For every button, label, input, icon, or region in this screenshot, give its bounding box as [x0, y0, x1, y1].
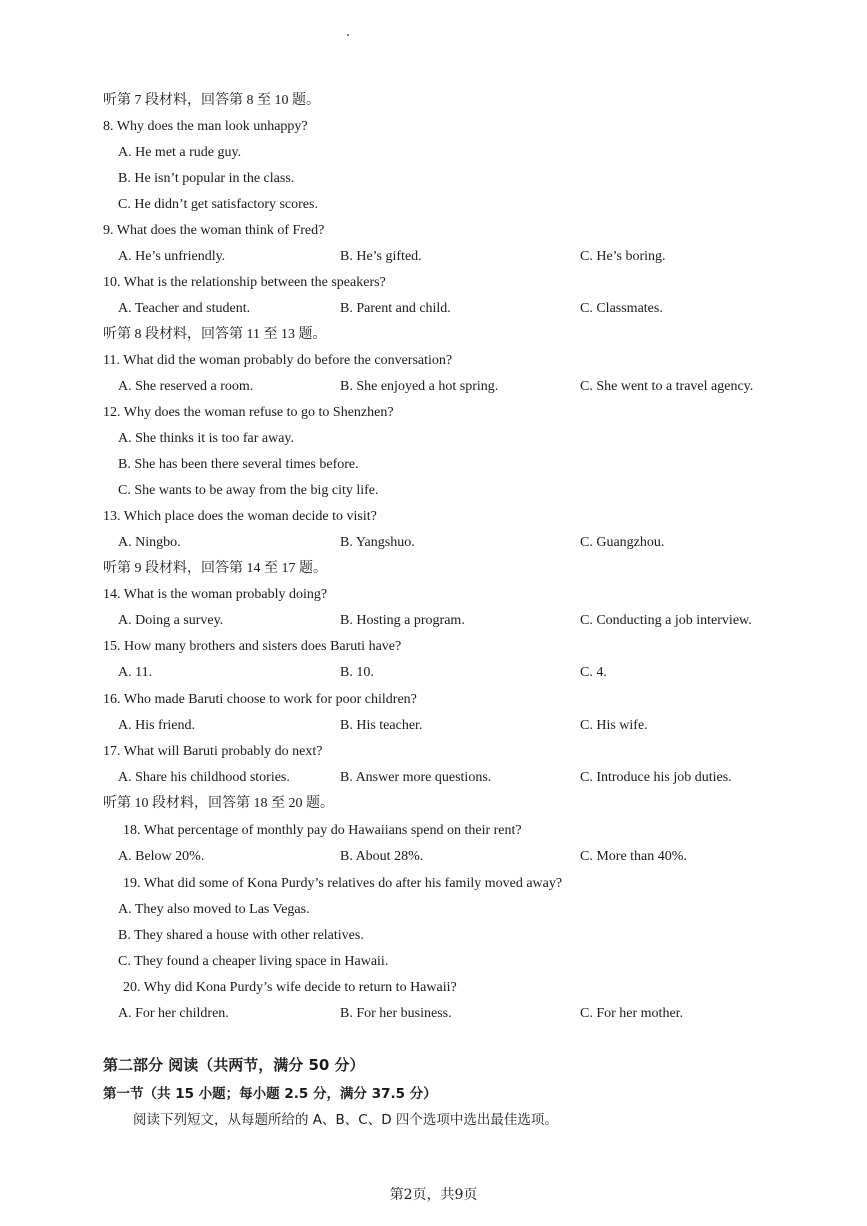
question-20: 20. Why did Kona Purdy’s wife decide to return to Hawaii? — [123, 980, 457, 995]
question-18-option-b: B. About 28%. — [340, 849, 424, 864]
question-17: 17. What will Baruti probably do next? — [103, 744, 323, 759]
question-16-option-b: B. His teacher. — [340, 718, 423, 733]
question-10-option-c: C. Classmates. — [580, 301, 663, 316]
question-16-option-c: C. His wife. — [580, 718, 648, 733]
group-instruction-10: 听第 10 段材料，回答第 18 至 20 题。 — [103, 796, 334, 811]
question-17-option-c: C. Introduce his job duties. — [580, 770, 732, 785]
question-16-option-a: A. His friend. — [118, 718, 195, 733]
question-14-option-c: C. Conducting a job interview. — [580, 613, 752, 628]
group-instruction-8: 听第 8 段材料，回答第 11 至 13 题。 — [103, 327, 327, 342]
question-8-option-b: B. He isn’t popular in the class. — [118, 171, 295, 186]
question-12-option-b: B. She has been there several times before. — [118, 457, 359, 472]
question-8: 8. Why does the man look unhappy? — [103, 119, 308, 134]
question-9: 9. What does the woman think of Fred? — [103, 223, 325, 238]
group-instruction-7: 听第 7 段材料，回答第 8 至 10 题。 — [103, 93, 320, 108]
group-instruction-9: 听第 9 段材料，回答第 14 至 17 题。 — [103, 561, 327, 576]
question-13: 13. Which place does the woman decide to visit? — [103, 509, 377, 524]
question-18: 18. What percentage of monthly pay do Hawaiians spend on their rent? — [123, 823, 522, 838]
scan-mark — [347, 34, 349, 36]
question-15: 15. How many brothers and sisters does Baruti have? — [103, 639, 402, 654]
question-20-option-b: B. For her business. — [340, 1006, 452, 1021]
question-12: 12. Why does the woman refuse to go to Shenzhen? — [103, 405, 394, 420]
question-20-option-c: C. For her mother. — [580, 1006, 684, 1021]
question-8-option-a: A. He met a rude guy. — [118, 145, 242, 160]
question-9-option-b: B. He’s gifted. — [340, 249, 422, 264]
part-two-heading: 第二部分 阅读（共两节，满分 50 分） — [103, 1056, 365, 1074]
question-10-option-b: B. Parent and child. — [340, 301, 451, 316]
question-19: 19. What did some of Kona Purdy’s relatives do after his family moved away? — [123, 876, 563, 891]
question-19-option-b: B. They shared a house with other relatives. — [118, 928, 364, 943]
question-15-option-c: C. 4. — [580, 665, 607, 680]
question-9-option-a: A. He’s unfriendly. — [118, 249, 226, 264]
question-17-option-b: B. Answer more questions. — [340, 770, 492, 785]
question-10: 10. What is the relationship between the speakers? — [103, 275, 386, 290]
question-19-option-c: C. They found a cheaper living space in Hawaii. — [118, 954, 389, 969]
question-18-option-c: C. More than 40%. — [580, 849, 687, 864]
question-20-option-a: A. For her children. — [118, 1006, 229, 1021]
question-14: 14. What is the woman probably doing? — [103, 587, 328, 602]
question-14-option-a: A. Doing a survey. — [118, 613, 224, 628]
question-13-option-c: C. Guangzhou. — [580, 535, 665, 550]
question-13-option-a: A. Ningbo. — [118, 535, 181, 550]
question-10-option-a: A. Teacher and student. — [118, 301, 251, 316]
question-11-option-a: A. She reserved a room. — [118, 379, 254, 394]
question-12-option-c: C. She wants to be away from the big city life. — [118, 483, 379, 498]
question-15-option-a: A. 11. — [118, 665, 153, 680]
question-8-option-c: C. He didn’t get satisfactory scores. — [118, 197, 318, 212]
question-14-option-b: B. Hosting a program. — [340, 613, 465, 628]
page-number: 第2页，共9页 — [389, 1187, 478, 1203]
question-11: 11. What did the woman probably do before the conversation? — [103, 353, 453, 368]
reading-instruction: 阅读下列短文，从每题所给的 A、B、C、D 四个选项中选出最佳选项。 — [133, 1112, 558, 1128]
question-11-option-b: B. She enjoyed a hot spring. — [340, 379, 499, 394]
question-15-option-b: B. 10. — [340, 665, 374, 680]
question-11-option-c: C. She went to a travel agency. — [580, 379, 754, 394]
question-19-option-a: A. They also moved to Las Vegas. — [118, 902, 310, 917]
question-18-option-a: A. Below 20%. — [118, 849, 205, 864]
question-16: 16. Who made Baruti choose to work for poor children? — [103, 692, 417, 707]
question-12-option-a: A. She thinks it is too far away. — [118, 431, 295, 446]
section-one-heading: 第一节（共 15 小题；每小题 2.5 分，满分 37.5 分） — [103, 1086, 437, 1102]
question-17-option-a: A. Share his childhood stories. — [118, 770, 290, 785]
question-9-option-c: C. He’s boring. — [580, 249, 666, 264]
question-13-option-b: B. Yangshuo. — [340, 535, 415, 550]
